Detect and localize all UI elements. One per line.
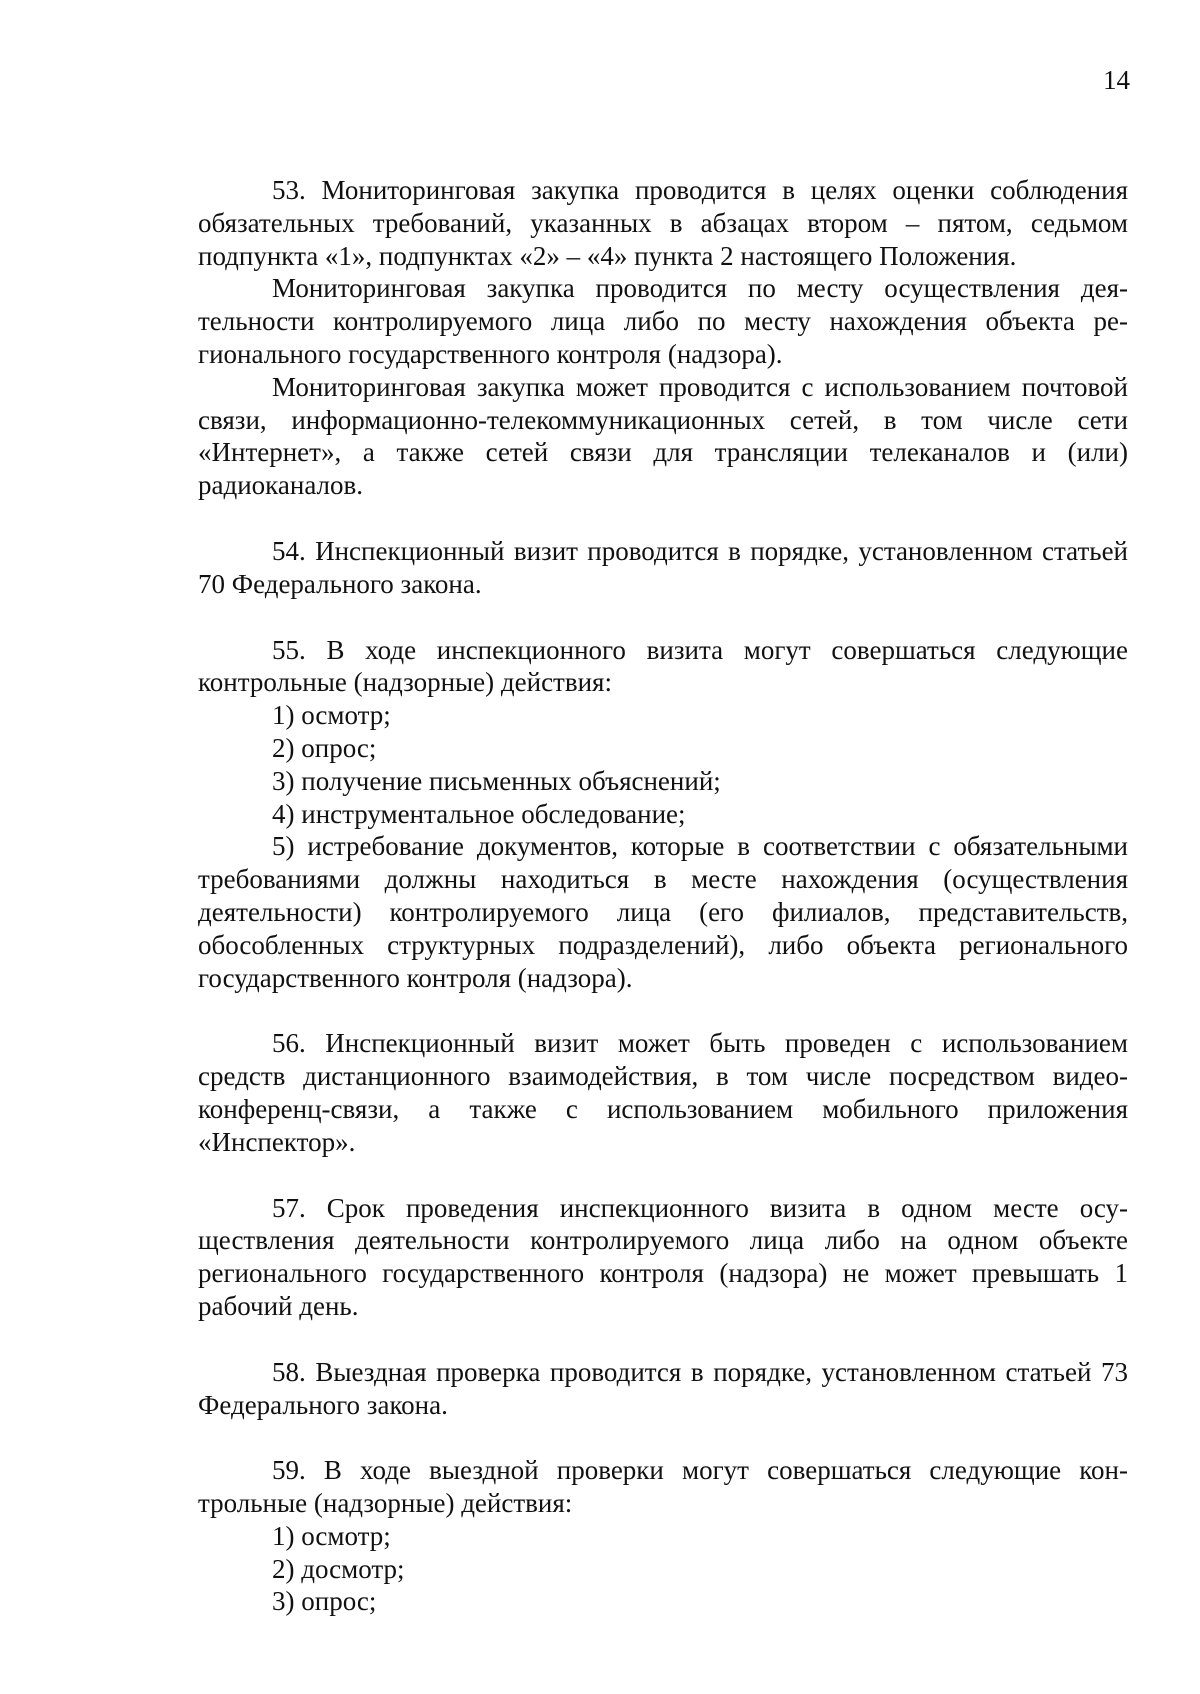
list-item: 3) получение письменных объяснений; [272,765,721,796]
list-item: 2) досмотр; [272,1553,405,1584]
action-list [198,1520,1128,1618]
section-59 [198,1454,1128,1618]
list-item: 1) осмотр; [272,700,391,731]
paragraph: 56. Инспекционный визит может быть проведен с использованием средств дистанционного взаимодействия, в том числе посредством видео-конференц-связи, а также с использованием мобильного приложения «Инспектор». [198,1028,1128,1157]
list-item: 5) истребование документов, которые в соответствии с обязательными требованиями должны находиться в месте нахождения (осуществления деятельности) контролируемого лица (его филиалов, представительств, обособленных структурных подразделений), либо объекта регионального государственного контроля (надзора). [198,831,1128,993]
list-item: 3) опрос; [272,1586,377,1617]
paragraph: 59. В ходе выездной проверки могут совершаться следующие контрольные (надзорные) действия: [198,1455,1128,1519]
section-54 [198,535,1128,601]
paragraph: 53. Мониторинговая закупка проводится в целях оценки соблюдения обязательных требований, указанных в абзацах втором – пятом, седьмом подпункта «1», подпунктах «2» – «4» пункта 2 настоящего Положения. [198,175,1128,271]
document-body [198,174,1128,1618]
list-item: 2) опрос; [272,732,377,763]
paragraph: 57. Срок проведения инспекционного визита в одном месте осуществления деятельности контролируемого лица либо на одном объекте регионального государственного контроля (надзора) не может превышать 1 рабочий день. [198,1192,1128,1321]
section-57 [198,1192,1128,1323]
paragraph: 55. В ходе инспекционного визита могут совершаться следующие контрольные (надзорные) действия: [198,634,1128,698]
section-55 [198,634,1128,995]
paragraph: 54. Инспекционный визит проводится в порядке, установленном статьей 70 Федерального закона. [198,535,1128,599]
section-53 [198,174,1128,502]
page-number: 14 [1103,65,1130,95]
action-list [198,699,1128,994]
section-58 [198,1356,1128,1422]
list-item: 4) инструментальное обследование; [272,798,686,829]
paragraph: Мониторинговая закупка может проводится с использованием почтовой связи, информационно-телекоммуникационных сетей, в том числе сети «Интернет», а также сетей связи для трансляции телеканалов и (или) радиоканалов. [198,371,1128,501]
paragraph: Мониторинговая закупка проводится по месту осуществления деятельности контролируемого лица либо по месту нахождения объекта регионального государственного контроля (надзора). [198,273,1128,369]
list-item: 1) осмотр; [272,1520,391,1551]
paragraph: 58. Выездная проверка проводится в порядке, установленном статьей 73 Федерального закона. [198,1356,1128,1420]
section-56 [198,1027,1128,1158]
